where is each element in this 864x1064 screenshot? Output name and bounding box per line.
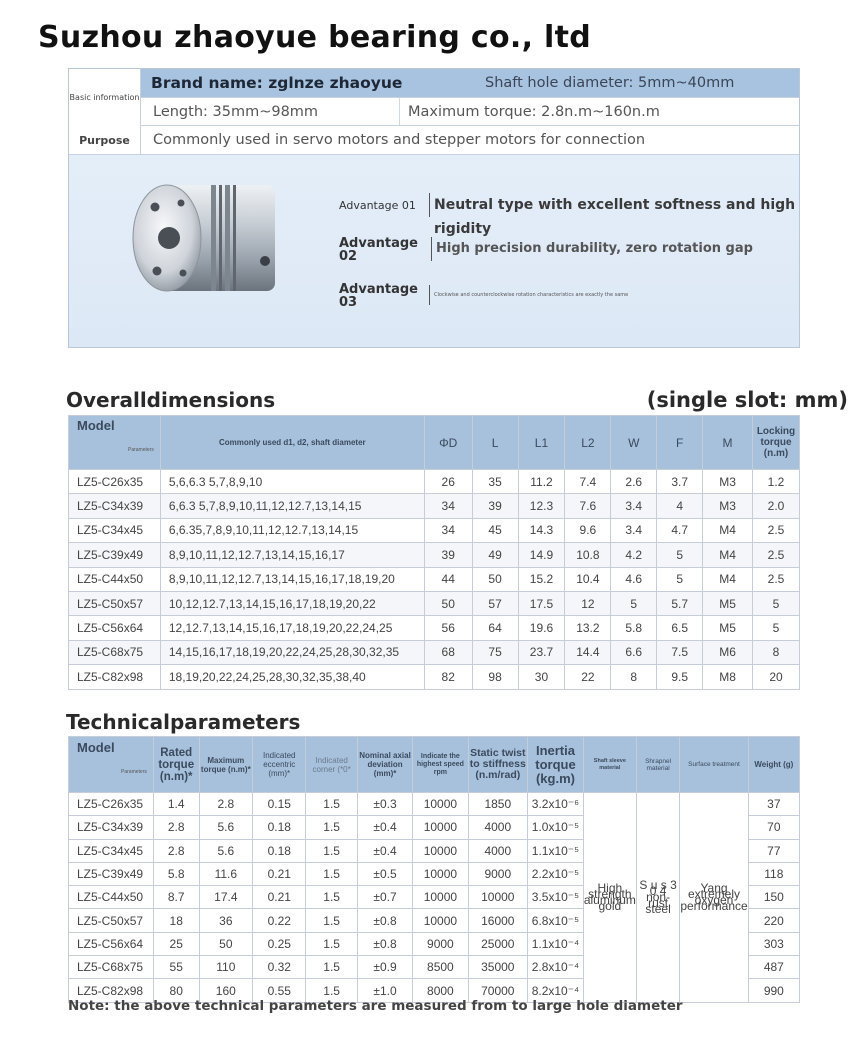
technical-header-parameters: Parameters: [121, 768, 147, 775]
value-cell: 17.5: [518, 591, 565, 615]
technical-header-model-cell: [69, 737, 154, 793]
value-cell: M6: [703, 640, 753, 664]
value-cell: 0.25: [253, 932, 306, 955]
model-cell: LZ5-C34x39: [69, 494, 161, 518]
value-cell: 20: [752, 665, 799, 689]
value-cell: 7.5: [657, 640, 703, 664]
value-cell: ±1.0: [357, 979, 412, 1002]
value-cell: 487: [748, 956, 799, 979]
value-cell: 39: [472, 494, 518, 518]
value-cell: M8: [703, 665, 753, 689]
value-cell: 1.5: [306, 909, 357, 932]
value-cell: ±0.4: [357, 816, 412, 839]
coupling-image: [115, 173, 305, 303]
basic-info-label: Basic information: [69, 69, 141, 126]
value-cell: M3: [703, 494, 753, 518]
value-cell: 1.5: [306, 839, 357, 862]
value-cell: 8: [752, 640, 799, 664]
page-title: Suzhou zhaoyue bearing co., ltd: [38, 20, 592, 55]
value-cell: 23.7: [518, 640, 565, 664]
value-cell: ±0.9: [357, 956, 412, 979]
dimensions-header-l: L: [472, 416, 518, 470]
value-cell: 2.5: [752, 518, 799, 542]
model-cell: LZ5-C56x64: [69, 616, 161, 640]
value-cell: 44: [424, 567, 472, 591]
value-cell: 0.22: [253, 909, 306, 932]
value-cell: 18,19,20,22,24,25,28,30,32,35,38,40: [160, 665, 424, 689]
value-cell: 56: [424, 616, 472, 640]
model-cell: LZ5-C26x35: [69, 793, 154, 816]
value-cell: 37: [748, 793, 799, 816]
value-cell: 82: [424, 665, 472, 689]
dimensions-table: [68, 415, 800, 690]
value-cell: 8500: [413, 956, 468, 979]
dimensions-header-w: W: [611, 416, 657, 470]
value-cell: M5: [703, 616, 753, 640]
value-cell: 68: [424, 640, 472, 664]
value-cell: 118: [748, 862, 799, 885]
advantage-03-label: Advantage 03: [339, 282, 418, 310]
value-cell: 6,6.35,7,8,9,10,11,12,12.7,13,14,15: [160, 518, 424, 542]
value-cell: 4: [657, 494, 703, 518]
advantage-02-label: Advantage 02: [339, 236, 418, 264]
value-cell: 160: [199, 979, 252, 1002]
model-cell: LZ5-C44x50: [69, 886, 154, 909]
value-cell: 3.7: [657, 470, 703, 494]
dimensions-header-d: ΦD: [424, 416, 472, 470]
value-cell: 12.3: [518, 494, 565, 518]
value-cell: 1.1x10⁻⁵: [528, 839, 584, 862]
advantages-panel: [69, 155, 799, 347]
value-cell: 2.5: [752, 567, 799, 591]
value-cell: M3: [703, 470, 753, 494]
value-cell: 10.4: [565, 567, 611, 591]
value-cell: 6.6: [611, 640, 657, 664]
value-cell: ±0.8: [357, 932, 412, 955]
info-row-3: [69, 126, 799, 155]
value-cell: 22: [565, 665, 611, 689]
value-cell: 98: [472, 665, 518, 689]
technical-header-eccentric: Indicated eccentric (mm)*: [253, 737, 306, 793]
value-cell: 14.4: [565, 640, 611, 664]
value-cell: 10000: [413, 839, 468, 862]
value-cell: M4: [703, 518, 753, 542]
value-cell: 6,6.3 5,7,8,9,10,11,12,12.7,13,14,15: [160, 494, 424, 518]
dimensions-title: Overalldimensions: [66, 388, 276, 412]
value-cell: 50: [472, 567, 518, 591]
technical-header-shrapnel-material: Shrapnel material: [636, 737, 679, 793]
model-cell: LZ5-C50x57: [69, 909, 154, 932]
dimensions-header-model: Model: [77, 417, 115, 433]
value-cell: 19.6: [518, 616, 565, 640]
technical-header-surface-treatment: Surface treatment: [680, 737, 748, 793]
value-cell: 26: [424, 470, 472, 494]
footnote: Note: the above technical parameters are measured from to large hole diameter: [68, 998, 683, 1014]
technical-header-static-stiffness: Static twist to stiffness (n.m/rad): [468, 737, 528, 793]
value-cell: 6.5: [657, 616, 703, 640]
value-cell: 8: [611, 665, 657, 689]
value-cell: 0.32: [253, 956, 306, 979]
technical-table: [68, 736, 800, 1003]
value-cell: 3.4: [611, 518, 657, 542]
value-cell: 5: [657, 543, 703, 567]
dimensions-row: [69, 494, 800, 518]
value-cell: 4000: [468, 839, 528, 862]
technical-title: Technicalparameters: [66, 710, 301, 734]
maximum-torque: Maximum torque: 2.8n.m~160n.m: [399, 98, 799, 125]
value-cell: 1.1x10⁻⁴: [528, 932, 584, 955]
technical-header-highest-speed: Indicate the highest speed rpm: [413, 737, 468, 793]
model-cell: LZ5-C50x57: [69, 591, 161, 615]
dimensions-header-l1: L1: [518, 416, 565, 470]
value-cell: 2.0: [752, 494, 799, 518]
value-cell: 10000: [413, 862, 468, 885]
basic-info-box: [68, 68, 800, 348]
value-cell: ±0.4: [357, 839, 412, 862]
dimensions-header-model-cell: [69, 416, 161, 470]
value-cell: 10000: [413, 793, 468, 816]
value-cell: ±0.3: [357, 793, 412, 816]
value-cell: 0.55: [253, 979, 306, 1002]
value-cell: 2.2x10⁻⁵: [528, 862, 584, 885]
dimensions-header-parameters: Parameters: [128, 446, 154, 453]
value-cell: 7.4: [565, 470, 611, 494]
value-cell: 9.5: [657, 665, 703, 689]
model-cell: LZ5-C68x75: [69, 640, 161, 664]
value-cell: 1.5: [306, 932, 357, 955]
value-cell: 1.5: [306, 979, 357, 1002]
value-cell: 17.4: [199, 886, 252, 909]
value-cell: 10000: [413, 909, 468, 932]
length: Length: 35mm~98mm: [141, 98, 399, 125]
value-cell: 4.7: [657, 518, 703, 542]
technical-header-sleeve-material: Shaft sleeve material: [583, 737, 636, 793]
technical-header-axial-deviation: Nominal axial deviation (mm)*: [357, 737, 412, 793]
advantage-02-text: High precision durability, zero rotation gap: [431, 237, 753, 261]
value-cell: 8,9,10,11,12,12.7,13,14,15,16,17: [160, 543, 424, 567]
value-cell: 11.2: [518, 470, 565, 494]
value-cell: M4: [703, 543, 753, 567]
dimensions-row: [69, 591, 800, 615]
value-cell: 150: [748, 886, 799, 909]
value-cell: 0.21: [253, 862, 306, 885]
value-cell: 1.5: [306, 816, 357, 839]
model-cell: LZ5-C34x45: [69, 518, 161, 542]
value-cell: 45: [472, 518, 518, 542]
shrapnel-material-cell: S u s 3 0 4 non-rust steel: [636, 793, 679, 1003]
dimensions-header-l2: L2: [565, 416, 611, 470]
value-cell: 70000: [468, 979, 528, 1002]
value-cell: 5: [611, 591, 657, 615]
dimensions-row: [69, 543, 800, 567]
value-cell: 2.8: [199, 793, 252, 816]
model-cell: LZ5-C68x75: [69, 956, 154, 979]
dimensions-row: [69, 567, 800, 591]
value-cell: 0.18: [253, 816, 306, 839]
advantage-03-text: Clockwise and counterclockwise rotation characteristics are exactly the same: [429, 285, 628, 305]
value-cell: 4.2: [611, 543, 657, 567]
value-cell: 2.6: [611, 470, 657, 494]
dimensions-row: [69, 616, 800, 640]
value-cell: 18: [153, 909, 199, 932]
value-cell: 1.5: [306, 793, 357, 816]
shaft-hole-diameter: Shaft hole diameter: 5mm~40mm: [471, 69, 799, 97]
technical-header-weight: Weight (g): [748, 737, 799, 793]
value-cell: 1.5: [306, 862, 357, 885]
value-cell: 10.8: [565, 543, 611, 567]
value-cell: 6.8x10⁻⁵: [528, 909, 584, 932]
value-cell: 5.6: [199, 839, 252, 862]
value-cell: 5: [657, 567, 703, 591]
value-cell: 1.2: [752, 470, 799, 494]
dimensions-header-row: [69, 416, 800, 470]
value-cell: 3.4: [611, 494, 657, 518]
value-cell: 1.4: [153, 793, 199, 816]
model-cell: LZ5-C39x49: [69, 862, 154, 885]
value-cell: 35000: [468, 956, 528, 979]
info-row-2: [69, 98, 799, 126]
model-cell: LZ5-C82x98: [69, 979, 154, 1002]
value-cell: 36: [199, 909, 252, 932]
value-cell: 70: [748, 816, 799, 839]
value-cell: 8,9,10,11,12,12.7,13,14,15,16,17,18,19,20: [160, 567, 424, 591]
value-cell: 2.8x10⁻⁴: [528, 956, 584, 979]
value-cell: 5.6: [199, 816, 252, 839]
value-cell: 5.7: [657, 591, 703, 615]
value-cell: ±0.7: [357, 886, 412, 909]
value-cell: 303: [748, 932, 799, 955]
dimensions-row: [69, 470, 800, 494]
value-cell: 10000: [413, 886, 468, 909]
dimensions-row: [69, 518, 800, 542]
value-cell: 25: [153, 932, 199, 955]
value-cell: 0.21: [253, 886, 306, 909]
value-cell: 5.8: [153, 862, 199, 885]
purpose-text: Commonly used in servo motors and stepper motors for connection: [153, 132, 646, 148]
dimensions-header-shaft: Commonly used d1, d2, shaft diameter: [160, 416, 424, 470]
value-cell: 11.6: [199, 862, 252, 885]
dimensions-header-m: M: [703, 416, 753, 470]
value-cell: M4: [703, 567, 753, 591]
value-cell: 57: [472, 591, 518, 615]
value-cell: 8.2x10⁻⁴: [528, 979, 584, 1002]
value-cell: 5.8: [611, 616, 657, 640]
value-cell: 80: [153, 979, 199, 1002]
info-row-1: [69, 69, 799, 102]
value-cell: 16000: [468, 909, 528, 932]
technical-header-rated-torque: Rated torque (n.m)*: [153, 737, 199, 793]
value-cell: 2.8: [153, 816, 199, 839]
dimensions-row: [69, 640, 800, 664]
value-cell: 1.5: [306, 886, 357, 909]
value-cell: 14.9: [518, 543, 565, 567]
model-cell: LZ5-C26x35: [69, 470, 161, 494]
value-cell: 9000: [413, 932, 468, 955]
value-cell: 64: [472, 616, 518, 640]
value-cell: 50: [424, 591, 472, 615]
dimensions-unit: (single slot: mm): [646, 388, 848, 412]
value-cell: 49: [472, 543, 518, 567]
brand-name: Brand name: zglnze zhaoyue: [141, 69, 471, 97]
value-cell: 8000: [413, 979, 468, 1002]
technical-header-inertia-torque: Inertia torque (kg.m): [528, 737, 584, 793]
technical-row: [69, 793, 800, 816]
value-cell: 1.5: [306, 956, 357, 979]
value-cell: 34: [424, 494, 472, 518]
value-cell: 5,6,6.3 5,7,8,9,10: [160, 470, 424, 494]
value-cell: 12,12.7,13,14,15,16,17,18,19,20,22,24,25: [160, 616, 424, 640]
value-cell: 39: [424, 543, 472, 567]
value-cell: ±0.8: [357, 909, 412, 932]
model-cell: LZ5-C82x98: [69, 665, 161, 689]
value-cell: 9000: [468, 862, 528, 885]
value-cell: 10000: [413, 816, 468, 839]
value-cell: 4.6: [611, 567, 657, 591]
value-cell: 10,12,12.7,13,14,15,16,17,18,19,20,22: [160, 591, 424, 615]
value-cell: 15.2: [518, 567, 565, 591]
value-cell: 14,15,16,17,18,19,20,22,24,25,28,30,32,35: [160, 640, 424, 664]
technical-header-corner: Indicated corner (*0*: [306, 737, 357, 793]
value-cell: 1.0x10⁻⁵: [528, 816, 584, 839]
model-cell: LZ5-C39x49: [69, 543, 161, 567]
value-cell: 2.8: [153, 839, 199, 862]
technical-header-model: Model: [77, 739, 115, 755]
value-cell: 1850: [468, 793, 528, 816]
advantage-01-label: Advantage 01: [339, 199, 416, 212]
purpose-label: Purpose: [69, 126, 141, 154]
value-cell: 77: [748, 839, 799, 862]
model-cell: LZ5-C44x50: [69, 567, 161, 591]
dimensions-header-f: F: [657, 416, 703, 470]
value-cell: 7.6: [565, 494, 611, 518]
dimensions-row: [69, 665, 800, 689]
value-cell: 30: [518, 665, 565, 689]
value-cell: 220: [748, 909, 799, 932]
value-cell: 5: [752, 591, 799, 615]
value-cell: 75: [472, 640, 518, 664]
value-cell: 34: [424, 518, 472, 542]
value-cell: 50: [199, 932, 252, 955]
value-cell: ±0.5: [357, 862, 412, 885]
value-cell: 25000: [468, 932, 528, 955]
value-cell: 5: [752, 616, 799, 640]
technical-header-row: [69, 737, 800, 793]
value-cell: M5: [703, 591, 753, 615]
value-cell: 3.2x10⁻⁶: [528, 793, 584, 816]
advantage-01-text: Neutral type with excellent softness and high rigidity: [429, 193, 799, 217]
value-cell: 4000: [468, 816, 528, 839]
value-cell: 110: [199, 956, 252, 979]
value-cell: 12: [565, 591, 611, 615]
value-cell: 0.18: [253, 839, 306, 862]
value-cell: 2.5: [752, 543, 799, 567]
sleeve-material-cell: High strength aluminum gold: [583, 793, 636, 1003]
model-cell: LZ5-C34x45: [69, 839, 154, 862]
model-cell: LZ5-C56x64: [69, 932, 154, 955]
value-cell: 10000: [468, 886, 528, 909]
value-cell: 55: [153, 956, 199, 979]
value-cell: 9.6: [565, 518, 611, 542]
technical-header-maximum-torque: Maximum torque (n.m)*: [199, 737, 252, 793]
value-cell: 13.2: [565, 616, 611, 640]
value-cell: 14.3: [518, 518, 565, 542]
value-cell: 3.5x10⁻⁵: [528, 886, 584, 909]
model-cell: LZ5-C34x39: [69, 816, 154, 839]
dimensions-header-locking-torque: Locking torque (n.m): [752, 416, 799, 470]
value-cell: 0.15: [253, 793, 306, 816]
surface-treatment-cell: Yang extremely oxygen performance: [680, 793, 748, 1003]
value-cell: 990: [748, 979, 799, 1002]
value-cell: 35: [472, 470, 518, 494]
value-cell: 8.7: [153, 886, 199, 909]
